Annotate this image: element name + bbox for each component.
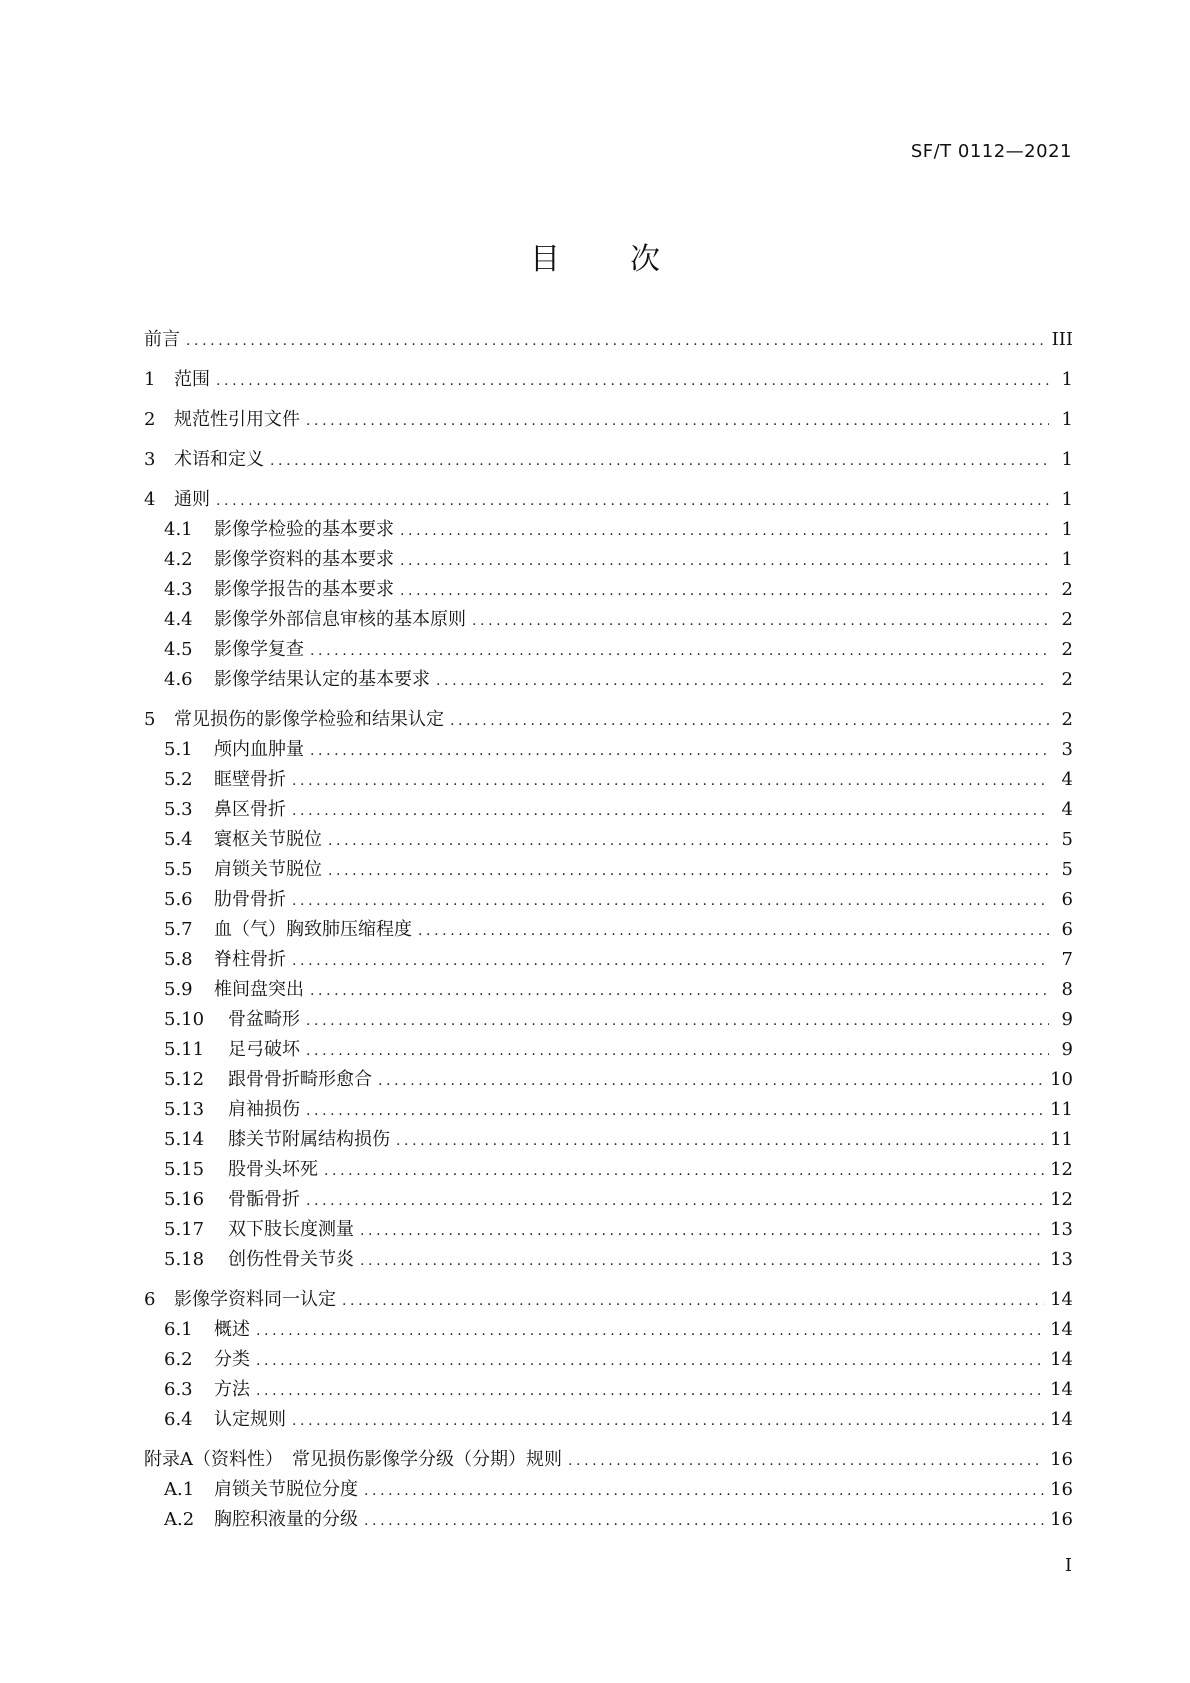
toc-entry[interactable] [144,1065,1073,1095]
toc-entry-page: 6 [1061,889,1073,910]
toc-entry-label: 肋骨骨折 [214,889,286,910]
toc-entry-page: 14 [1050,1289,1073,1310]
toc-entry-page: 12 [1050,1189,1073,1210]
toc-entry[interactable] [144,1185,1073,1215]
toc-entry[interactable] [144,975,1073,1005]
toc-entry-label: 影像学资料的基本要求 [214,549,394,570]
toc-leader-dots [328,826,1049,855]
toc-entry-label: 通则 [174,489,210,510]
toc-entry-number: 5.3 [164,799,193,820]
toc-entry[interactable] [144,365,1073,395]
toc-entry-page: 14 [1050,1319,1073,1340]
toc-entry[interactable] [144,765,1073,795]
toc-entry-label: 范围 [174,369,210,390]
toc-leader-dots [360,1216,1044,1245]
toc-entry[interactable] [144,1125,1073,1155]
toc-entry[interactable] [144,1285,1073,1315]
toc-entry-number: 6 [144,1289,156,1310]
toc-leader-dots [292,886,1049,915]
toc-entry-label: 规范性引用文件 [174,409,300,430]
toc-entry-page: 2 [1061,669,1073,690]
toc-entry-number: 5.8 [164,949,193,970]
toc-leader-dots [216,486,1049,515]
toc-title-char-2: 次 [630,242,660,277]
toc-entry-page: 7 [1061,949,1073,970]
toc-entry-label: 颅内血肿量 [214,739,304,760]
toc-entry-number: 4.2 [164,549,193,570]
toc-entry[interactable] [144,885,1073,915]
toc-entry[interactable] [144,665,1073,695]
toc-entry-number: A.1 [164,1479,195,1500]
footer-page-number: I [1064,1555,1072,1576]
toc-entry-number: 5.2 [164,769,193,790]
toc-entry-page: 5 [1061,829,1073,850]
toc-leader-dots [306,1096,1044,1125]
toc-leader-dots [364,1476,1044,1505]
toc-entry-label: 双下肢长度测量 [228,1219,354,1240]
toc-entry[interactable] [144,855,1073,885]
toc-entry-label: 椎间盘突出 [214,979,304,1000]
toc-entry-page: 2 [1061,639,1073,660]
toc-leader-dots [256,1346,1044,1375]
toc-leader-dots [310,736,1049,765]
toc-leader-dots [400,546,1049,575]
toc-entry-page: 16 [1050,1449,1073,1470]
toc-leader-dots [256,1376,1044,1405]
toc-entry-label: 影像学外部信息审核的基本原则 [214,609,466,630]
toc-leader-dots [568,1446,1044,1475]
toc-entry-label: 影像学复查 [214,639,304,660]
toc-entry-number: 2 [144,409,156,430]
toc-leader-dots [378,1066,1044,1095]
toc-entry-label: 股骨头坏死 [228,1159,318,1180]
toc-entry-page: 13 [1050,1249,1073,1270]
toc-leader-dots [306,1006,1049,1035]
toc-entry-number: 5.10 [164,1009,205,1030]
toc-entry-number: 5.13 [164,1099,205,1120]
toc-entry-label: 认定规则 [214,1409,286,1430]
toc-entry[interactable] [144,575,1073,605]
toc-entry[interactable] [144,1345,1073,1375]
toc-entry-page: III [1051,329,1073,350]
toc-entry[interactable] [144,485,1073,515]
toc-entry[interactable] [144,1405,1073,1435]
toc-entry-label: 骨骺骨折 [228,1189,300,1210]
toc-leader-dots [418,916,1049,945]
toc-entry-label: 膝关节附属结构损伤 [228,1129,390,1150]
toc-entry[interactable] [144,1505,1073,1535]
toc-entry-page: 16 [1050,1479,1073,1500]
toc-entry[interactable] [144,735,1073,765]
toc-entry[interactable] [144,445,1073,475]
toc-entry-number: 6.3 [164,1379,193,1400]
toc-entry-page: 8 [1061,979,1073,1000]
toc-leader-dots [306,406,1049,435]
toc-entry[interactable] [144,515,1073,545]
toc-entry-page: 1 [1061,549,1073,570]
toc-leader-dots [472,606,1049,635]
toc-entry-number: 5.16 [164,1189,205,1210]
toc-entry[interactable] [144,1155,1073,1185]
toc-leader-dots [216,366,1049,395]
toc-entry-label: 创伤性骨关节炎 [228,1249,354,1270]
toc-leader-dots [328,856,1049,885]
toc-entry[interactable] [144,1445,1073,1475]
toc-leader-dots [292,766,1049,795]
toc-leader-dots [256,1316,1044,1345]
toc-entry[interactable] [144,605,1073,635]
toc-leader-dots [292,946,1049,975]
toc-entry[interactable] [144,1375,1073,1405]
toc-leader-dots [400,576,1049,605]
toc-entry-page: 9 [1061,1039,1073,1060]
toc-entry-page: 4 [1061,769,1073,790]
toc-entry-page: 1 [1061,449,1073,470]
toc-entry[interactable] [144,1315,1073,1345]
toc-leader-dots [364,1506,1044,1535]
toc-entry[interactable] [144,1035,1073,1065]
toc-entry-label: 肩锁关节脱位 [214,859,322,880]
toc-entry-number: 5.9 [164,979,193,1000]
toc-entry-page: 11 [1050,1099,1073,1120]
toc-entry-number: 3 [144,449,156,470]
toc-entry[interactable] [144,325,1073,355]
toc-entry-label: 影像学资料同一认定 [174,1289,336,1310]
toc-entry-label: 脊柱骨折 [214,949,286,970]
toc-entry-page: 4 [1061,799,1073,820]
table-of-contents [144,325,1073,1535]
toc-leader-dots [436,666,1049,695]
toc-entry-page: 6 [1061,919,1073,940]
toc-entry-number: 5.1 [164,739,193,760]
toc-entry-label: 肩袖损伤 [228,1099,300,1120]
toc-entry-label: 概述 [214,1319,250,1340]
toc-entry-page: 1 [1061,519,1073,540]
toc-leader-dots [396,1126,1044,1155]
toc-title-char-1: 目 [530,242,560,277]
toc-entry-number: 4.4 [164,609,193,630]
toc-leader-dots [324,1156,1044,1185]
toc-entry[interactable] [144,795,1073,825]
toc-entry-number: 5 [144,709,156,730]
toc-leader-dots [310,976,1049,1005]
toc-entry-label: 肩锁关节脱位分度 [214,1479,358,1500]
toc-entry-label: 胸腔积液量的分级 [214,1509,358,1530]
toc-entry-page: 1 [1061,369,1073,390]
toc-entry-label: 鼻区骨折 [214,799,286,820]
toc-entry-page: 10 [1050,1069,1073,1090]
toc-entry-number: 5.4 [164,829,193,850]
toc-entry-label: 骨盆畸形 [228,1009,300,1030]
toc-entry[interactable] [144,1095,1073,1125]
toc-entry[interactable] [144,825,1073,855]
toc-entry-number: 5.11 [164,1039,205,1060]
toc-leader-dots [270,446,1049,475]
toc-entry-label: 分类 [214,1349,250,1370]
toc-entry-page: 11 [1050,1129,1073,1150]
toc-leader-dots [186,326,1046,355]
toc-entry-label: 跟骨骨折畸形愈合 [228,1069,372,1090]
toc-entry-label: 术语和定义 [174,449,264,470]
toc-entry-page: 2 [1061,709,1073,730]
toc-entry-number: 5.7 [164,919,193,940]
toc-entry-label: 足弓破坏 [228,1039,300,1060]
toc-entry-label: 血（气）胸致肺压缩程度 [214,919,412,940]
toc-entry-number: 6.2 [164,1349,193,1370]
toc-entry-page: 14 [1050,1379,1073,1400]
toc-entry-page: 14 [1050,1409,1073,1430]
toc-leader-dots [360,1246,1044,1275]
toc-entry-page: 3 [1061,739,1073,760]
toc-entry[interactable] [144,1475,1073,1505]
toc-entry-page: 14 [1050,1349,1073,1370]
toc-entry-label: 方法 [214,1379,250,1400]
toc-entry-label: 前言 [144,329,180,350]
toc-entry-number: 5.17 [164,1219,205,1240]
toc-entry[interactable] [144,405,1073,435]
toc-title [0,240,1190,280]
toc-leader-dots [306,1186,1044,1215]
document-code: SF/T 0112—2021 [910,141,1072,162]
toc-entry-page: 13 [1050,1219,1073,1240]
toc-entry-label: 眶壁骨折 [214,769,286,790]
toc-leader-dots [292,1406,1044,1435]
toc-entry-page: 2 [1061,579,1073,600]
toc-entry-number: 5.14 [164,1129,205,1150]
toc-entry-number: 1 [144,369,156,390]
toc-entry-page: 12 [1050,1159,1073,1180]
toc-entry-number: A.2 [164,1509,195,1530]
toc-leader-dots [306,1036,1049,1065]
toc-leader-dots [450,706,1049,735]
toc-leader-dots [342,1286,1044,1315]
toc-entry-label: 常见损伤的影像学检验和结果认定 [174,709,444,730]
toc-leader-dots [400,516,1049,545]
toc-entry[interactable] [144,635,1073,665]
toc-entry[interactable] [144,915,1073,945]
toc-entry-label: 寰枢关节脱位 [214,829,322,850]
toc-entry[interactable] [144,945,1073,975]
toc-entry-number: 4.6 [164,669,193,690]
toc-entry-page: 5 [1061,859,1073,880]
toc-entry-number: 4.5 [164,639,193,660]
toc-entry-number: 6.1 [164,1319,193,1340]
toc-entry-number: 5.6 [164,889,193,910]
toc-entry-number: 6.4 [164,1409,193,1430]
toc-entry-page: 9 [1061,1009,1073,1030]
toc-entry-label: 影像学报告的基本要求 [214,579,394,600]
toc-entry-page: 16 [1050,1509,1073,1530]
toc-leader-dots [310,636,1049,665]
toc-entry[interactable] [144,1005,1073,1035]
toc-entry-page: 1 [1061,489,1073,510]
toc-entry-page: 1 [1061,409,1073,430]
toc-leader-dots [292,796,1049,825]
toc-entry-number: 5.18 [164,1249,205,1270]
toc-entry-number: 4.3 [164,579,193,600]
toc-entry[interactable] [144,705,1073,735]
toc-entry-page: 2 [1061,609,1073,630]
toc-entry-number: 5.5 [164,859,193,880]
toc-entry-number: 5.15 [164,1159,205,1180]
toc-entry[interactable] [144,1245,1073,1275]
toc-entry[interactable] [144,1215,1073,1245]
toc-entry-number: 4 [144,489,156,510]
toc-entry-label: 附录A（资料性） 常见损伤影像学分级（分期）规则 [144,1449,562,1470]
toc-entry-label: 影像学结果认定的基本要求 [214,669,430,690]
toc-entry-number: 4.1 [164,519,193,540]
toc-entry[interactable] [144,545,1073,575]
toc-entry-label: 影像学检验的基本要求 [214,519,394,540]
toc-entry-number: 5.12 [164,1069,205,1090]
